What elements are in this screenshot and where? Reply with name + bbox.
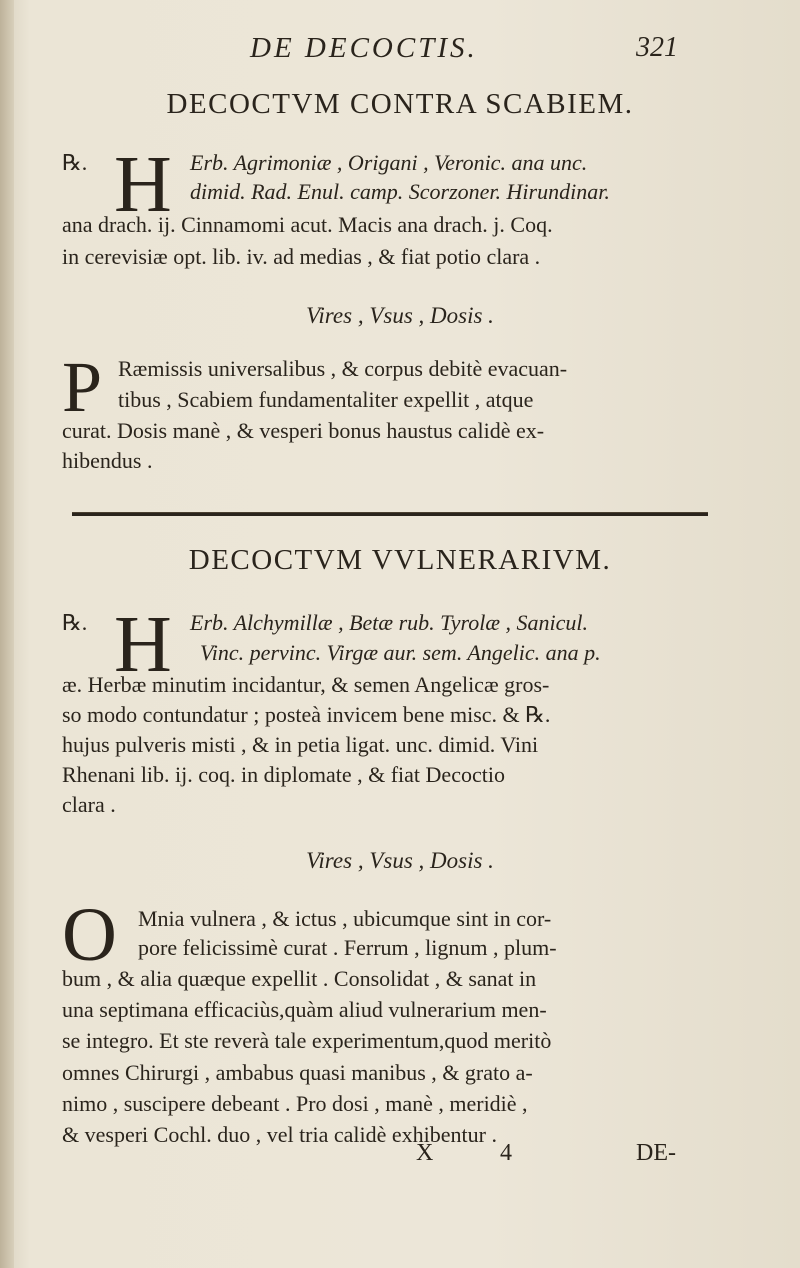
- recipe-line: Erb. Alchymillæ , Betæ rub. Tyrolæ , Sanicul.: [190, 610, 589, 635]
- drop-cap: H: [114, 601, 172, 689]
- subheading-vires: Vires , Vsus , Dosis .: [306, 303, 494, 328]
- para-line: se integro. Et ste reverà tale experimentum,quod meritò: [62, 1028, 552, 1053]
- section-divider: [72, 512, 708, 516]
- recipe-line: æ. Herbæ minutim incidantur, & semen Angelicæ gros-: [62, 672, 550, 697]
- para-line: bum , & alia quæque expellit . Consolidat , & sanat in: [62, 966, 537, 991]
- recipe-symbol: ℞.: [62, 610, 88, 635]
- para-line: pore felicissimè curat . Ferrum , lignum , plum-: [138, 935, 557, 960]
- catchword: DE-: [636, 1140, 676, 1166]
- drop-cap: H: [114, 141, 172, 229]
- recipe-scabiem: [62, 141, 722, 269]
- para-line: & vesperi Cochl. duo , vel tria calidè exhibentur .: [62, 1122, 497, 1147]
- para-line: una septimana efficaciùs,quàm aliud vulnerarium men-: [62, 997, 547, 1022]
- recipe-line: clara .: [62, 792, 116, 817]
- recipe-line: hujus pulveris misti , & in petia ligat. unc. dimid. Vini: [62, 732, 539, 757]
- recipe-symbol: ℞.: [62, 150, 88, 175]
- recipe-line: so modo contundatur ; posteà invicem bene misc. & ℞.: [62, 702, 551, 727]
- recipe-line: dimid. Rad. Enul. camp. Scorzoner. Hirundinar.: [190, 179, 610, 204]
- para-line: Mnia vulnera , & ictus , ubicumque sint in cor-: [138, 906, 552, 931]
- para-line: Ræmissis universalibus , & corpus debitè evacuan-: [118, 356, 568, 381]
- signature-number: 4: [500, 1140, 512, 1166]
- para-line: omnes Chirurgi , ambabus quasi manibus , & grato a-: [62, 1060, 533, 1085]
- recipe-line: ana drach. ij. Cinnamomi acut. Macis ana drach. j. Coq.: [62, 212, 553, 237]
- recipe-vulnerarium: [62, 601, 722, 818]
- para-line: curat. Dosis manè , & vesperi bonus haustus calidè ex-: [62, 418, 545, 443]
- running-title: DE DECOCTIS.: [250, 32, 478, 64]
- drop-cap: P: [62, 347, 103, 427]
- para-line: nimo , suscipere debeant . Pro dosi , manè , meridiè ,: [62, 1091, 528, 1116]
- drop-cap: O: [62, 893, 117, 977]
- section-heading-scabiem: DECOCTVM CONTRA SCABIEM.: [166, 88, 634, 120]
- recipe-line: Vinc. pervinc. Virgæ aur. sem. Angelic. ana p.: [200, 640, 601, 665]
- para-line: tibus , Scabiem fundamentaliter expellit , atque: [118, 387, 534, 412]
- paragraph-vulnerarium: [62, 893, 722, 1147]
- page-gutter: [0, 0, 14, 1268]
- paragraph-scabiem: [62, 347, 722, 482]
- para-line: hibendus .: [62, 448, 153, 473]
- subheading-vires: Vires , Vsus , Dosis .: [306, 848, 494, 873]
- page-number: 321: [636, 32, 678, 63]
- recipe-line: Rhenani lib. ij. coq. in diplomate , & fiat Decoctio: [62, 762, 505, 787]
- recipe-line: in cerevisiæ opt. lib. iv. ad medias , & fiat potio clara .: [62, 244, 541, 269]
- recipe-line: Erb. Agrimoniæ , Origani , Veronic. ana unc.: [190, 150, 588, 175]
- section-heading-vulnerarium: DECOCTVM VVLNERARIVM.: [188, 544, 612, 576]
- running-head: [0, 32, 800, 72]
- signature-mark: X: [416, 1140, 434, 1166]
